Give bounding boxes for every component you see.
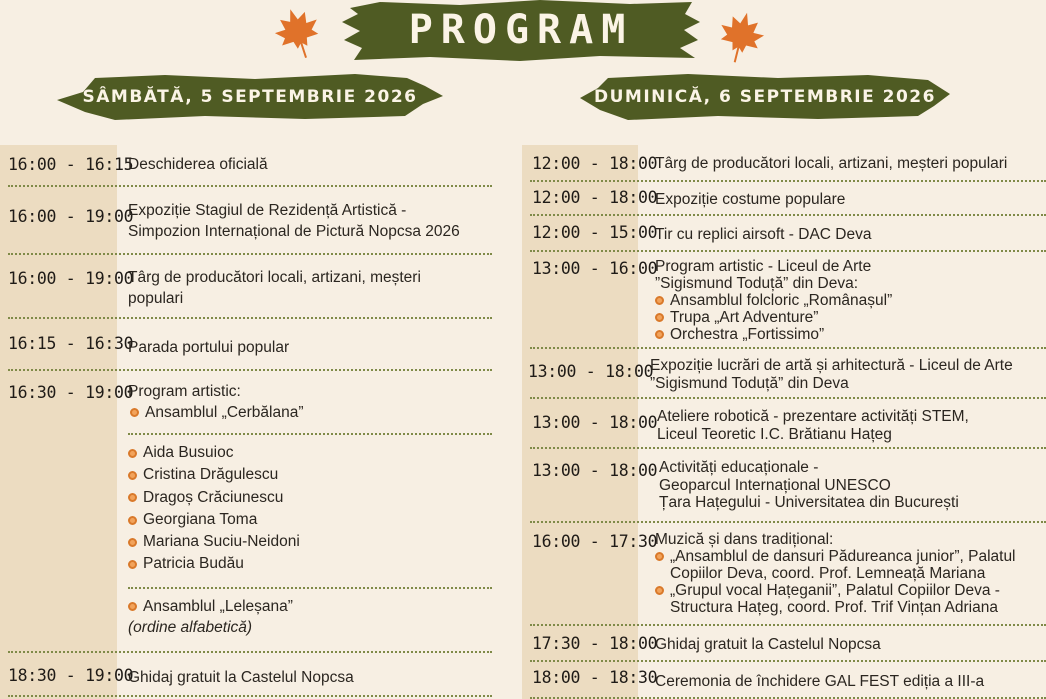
bullet-item: [655, 326, 1046, 343]
event-description: [650, 357, 1046, 393]
event-line: Expoziție lucrări de artă și arhitectură - Liceul de Arte: [650, 357, 1013, 374]
bullet-item: [128, 531, 492, 553]
event-description: [128, 154, 492, 175]
bullet-text: Aida Busuioc: [143, 444, 234, 461]
bullet-dot-icon: [128, 471, 137, 480]
saturday-day-label: SÂMBĂTĂ, 5 SEPTEMBRIE 2026: [82, 87, 418, 107]
bullet-dot-icon: [655, 296, 664, 305]
event-description: [655, 634, 1046, 655]
event-time: 18:30 - 19:00: [8, 666, 134, 685]
event-line: Copiilor Deva, coord. Prof. Lemneață Mariana: [670, 565, 986, 582]
event-line: Program artistic:: [128, 383, 241, 400]
event-line: Expoziție Stagiul de Rezidență Artistică -: [128, 202, 407, 219]
schedule-row: [0, 187, 492, 255]
event-line: Liceul Teoretic I.C. Brătianu Hațeg: [657, 426, 892, 443]
artist-list: [128, 442, 492, 576]
schedule-row: [522, 349, 1046, 399]
schedule-row: [522, 662, 1046, 699]
event-description: [655, 671, 1046, 692]
event-time: 13:00 - 18:00: [528, 362, 654, 381]
event-line: Ghidaj gratuit la Castelul Nopcsa: [128, 669, 354, 686]
bullet-text: Ansamblul „Cerbălana”: [145, 404, 304, 421]
event-time: 16:30 - 19:00: [8, 383, 134, 402]
event-line: Ceremonia de închidere GAL FEST ediția a III-a: [655, 673, 985, 690]
event-line: Simpozion Internațional de Pictură Nopcsa 2026: [128, 223, 460, 240]
bullet-dot-icon: [128, 449, 137, 458]
event-note: (ordine alfabetică): [128, 619, 253, 636]
maple-leaf-icon: [712, 5, 770, 69]
maple-leaf-icon: [268, 0, 328, 66]
event-description: [128, 596, 492, 638]
event-time: 12:00 - 15:00: [532, 223, 658, 242]
event-line: ”Sigismund Toduță” din Deva:: [655, 275, 859, 292]
bullet-text: „Grupul vocal Hațeganii”, Palatul Copiilor Deva -: [670, 582, 1000, 599]
event-time: 12:00 - 18:00: [532, 154, 658, 173]
event-line: Expoziție costume populare: [655, 191, 846, 208]
schedule-row: [0, 255, 492, 319]
event-line: Târg de producători locali, artizani, meșteri populari: [655, 155, 1008, 172]
saturday-schedule: [0, 145, 492, 699]
event-line: Muzică și dans tradițional:: [655, 531, 834, 548]
event-line: Tir cu replici airsoft - DAC Deva: [655, 226, 872, 243]
bullet-item: [655, 548, 1046, 565]
sunday-day-label: DUMINICĂ, 6 SEPTEMBRIE 2026: [594, 87, 936, 107]
bullet-text: Patricia Budău: [143, 555, 244, 573]
bullet-item: [655, 309, 1046, 326]
event-line: Activități educaționale -: [659, 459, 819, 476]
bullet-item: [655, 292, 1046, 309]
event-time: 16:00 - 19:00: [8, 269, 134, 288]
event-time: 17:30 - 18:00: [532, 634, 658, 653]
schedule-row: [0, 653, 492, 697]
schedule-row: [522, 626, 1046, 662]
event-line: populari: [128, 290, 184, 307]
bullet-dot-icon: [128, 560, 137, 569]
schedule-row: [0, 371, 492, 653]
bullet-text: Orchestra „Fortissimo”: [670, 326, 825, 343]
schedule-row: [522, 399, 1046, 449]
page-title: PROGRAM: [408, 7, 634, 53]
event-line: Parada portului popular: [128, 339, 290, 356]
bullet-dot-icon: [128, 538, 137, 547]
event-description: [128, 337, 492, 358]
divider: [128, 587, 492, 589]
event-line: Geoparcul Internațional UNESCO: [659, 476, 891, 494]
bullet-item: [128, 464, 492, 486]
event-time: 18:00 - 18:30: [532, 668, 658, 687]
bullet-text: Mariana Suciu-Neidoni: [143, 533, 300, 551]
bullet-text: Ansamblul „Leleșana”: [143, 598, 293, 615]
bullet-text: Trupa „Art Adventure”: [670, 309, 819, 326]
event-line: Ghidaj gratuit la Castelul Nopcsa: [655, 636, 881, 653]
bullet-item: [128, 487, 492, 509]
bullet-dot-icon: [655, 552, 664, 561]
event-line: Țara Hațegului - Universitatea din București: [659, 494, 959, 511]
event-description: [657, 408, 1046, 444]
event-line: Târg de producători locali, artizani, meșteri: [128, 269, 421, 286]
event-line: Program artistic - Liceul de Arte: [655, 258, 872, 275]
bullet-text: Dragoș Crăciunescu: [143, 488, 284, 506]
bullet-text: Ansamblul folcloric „Românașul”: [670, 292, 893, 309]
event-description: [655, 258, 1046, 343]
event-description: [659, 459, 1046, 512]
bullet-item: [130, 402, 492, 423]
event-description: [128, 667, 492, 688]
event-line: ”Sigismund Toduță” din Deva: [650, 375, 849, 392]
bullet-dot-icon: [655, 313, 664, 322]
bullet-text: Georgiana Toma: [143, 510, 258, 528]
event-time: 12:00 - 18:00: [532, 188, 658, 207]
bullet-text: Cristina Drăgulescu: [143, 466, 279, 484]
bullet-item: [128, 442, 492, 464]
event-time: 13:00 - 16:00: [532, 259, 658, 278]
schedule-row: [0, 319, 492, 371]
bullet-dot-icon: [655, 586, 664, 595]
bullet-text: „Ansamblul de dansuri Pădureanca junior”, Palatul: [670, 548, 1016, 565]
event-line: Deschiderea oficială: [128, 156, 268, 173]
schedule-row: [522, 449, 1046, 523]
schedule-row: [522, 523, 1046, 626]
event-time: 16:00 - 17:30: [532, 532, 658, 551]
event-description: [655, 531, 1046, 616]
event-time: 16:00 - 16:15: [8, 155, 134, 174]
bullet-item: [128, 596, 492, 617]
event-description: [128, 381, 492, 423]
bullet-item: [655, 582, 1046, 599]
event-description: [128, 267, 492, 309]
schedule-row: [0, 145, 492, 187]
bullet-item: [128, 509, 492, 531]
schedule-row: [522, 145, 1046, 182]
bullet-dot-icon: [130, 408, 139, 417]
bullet-item: [128, 553, 492, 575]
schedule-row: [522, 182, 1046, 216]
bullet-dot-icon: [128, 493, 137, 502]
sunday-schedule: [522, 145, 1046, 699]
divider: [128, 433, 492, 435]
event-time: 16:15 - 16:30: [8, 334, 134, 353]
event-time: 16:00 - 19:00: [8, 207, 134, 226]
bullet-dot-icon: [128, 602, 137, 611]
event-description: [655, 224, 1046, 245]
event-description: [655, 189, 1046, 210]
event-description: [655, 153, 1046, 174]
event-time: 13:00 - 18:00: [532, 461, 658, 480]
bullet-dot-icon: [128, 516, 137, 525]
event-line: Structura Hațeg, coord. Prof. Trif Vințan Adriana: [670, 599, 998, 616]
event-description: [128, 200, 492, 242]
schedule-row: [522, 252, 1046, 349]
event-time: 13:00 - 18:00: [532, 413, 658, 432]
bullet-dot-icon: [655, 330, 664, 339]
schedule-row: [522, 216, 1046, 252]
event-line: Ateliere robotică - prezentare activități STEM,: [657, 408, 969, 425]
